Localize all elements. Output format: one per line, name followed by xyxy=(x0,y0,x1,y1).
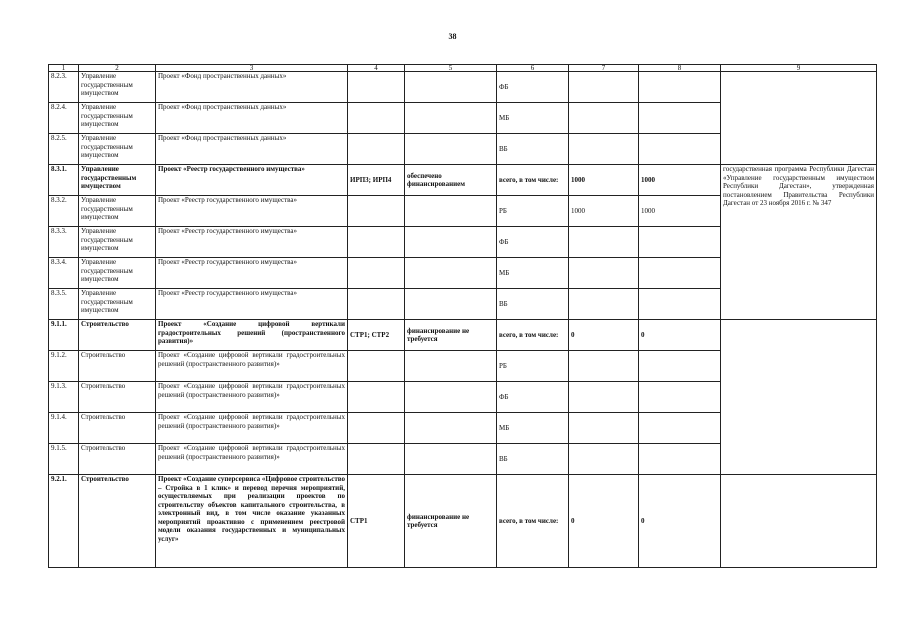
row-value-col7 xyxy=(569,413,639,444)
row-status xyxy=(405,413,497,444)
row-source: РБ xyxy=(497,196,569,227)
row-value-col7 xyxy=(569,134,639,165)
row-project: Проект «Создание цифровой вертикали градостроительных решений (пространственного развития)» xyxy=(156,351,348,382)
row-sector: Управление государственным имуществом xyxy=(79,72,156,103)
row-number: 8.3.4. xyxy=(49,258,79,289)
header-row xyxy=(49,65,877,72)
row-sector: Управление государственным имуществом xyxy=(79,103,156,134)
row-number: 9.2.1. xyxy=(49,475,79,568)
row-code: ИРП3; ИРП4 xyxy=(348,165,405,196)
row-status xyxy=(405,258,497,289)
row-code xyxy=(348,413,405,444)
row-value-col7 xyxy=(569,103,639,134)
header-cell: 5 xyxy=(405,65,497,72)
row-value-col8 xyxy=(639,289,721,320)
row-number: 8.2.3. xyxy=(49,72,79,103)
row-number: 9.1.3. xyxy=(49,382,79,413)
row-project: Проект «Создание цифровой вертикали градостроительных решений (пространственного развития)» xyxy=(156,382,348,413)
row-sector: Управление государственным имуществом xyxy=(79,289,156,320)
row-status xyxy=(405,72,497,103)
header-cell: 4 xyxy=(348,65,405,72)
row-project: Проект «Фонд пространственных данных» xyxy=(156,103,348,134)
row-sector: Строительство xyxy=(79,351,156,382)
row-status xyxy=(405,134,497,165)
row-source: всего, в том числе: xyxy=(497,475,569,568)
row-code xyxy=(348,227,405,258)
row-value-col8 xyxy=(639,382,721,413)
row-value-col7 xyxy=(569,444,639,475)
row-value-col8 xyxy=(639,227,721,258)
row-sector: Управление государственным имуществом xyxy=(79,258,156,289)
row-source: МБ xyxy=(497,258,569,289)
row-project: Проект «Реестр государственного имущества» xyxy=(156,227,348,258)
row-source: ВБ xyxy=(497,444,569,475)
row-source: всего, в том числе: xyxy=(497,320,569,351)
row-sector: Управление государственным имуществом xyxy=(79,165,156,196)
row-source: МБ xyxy=(497,413,569,444)
row-number: 9.1.2. xyxy=(49,351,79,382)
row-sector: Управление государственным имуществом xyxy=(79,227,156,258)
header-cell: 3 xyxy=(156,65,348,72)
row-code xyxy=(348,72,405,103)
row-sector: Строительство xyxy=(79,444,156,475)
basis-empty xyxy=(721,475,877,568)
row-source: МБ xyxy=(497,103,569,134)
row-value-col7: 1000 xyxy=(569,165,639,196)
row-project: Проект «Реестр государственного имущества» xyxy=(156,289,348,320)
row-value-col8: 0 xyxy=(639,475,721,568)
basis-empty xyxy=(721,320,877,475)
row-project: Проект «Создание суперсервиса «Цифровое строительство – Стройка в 1 клик» и перевод перечня мероприятий, осуществляемых при реализации проектов по строительству объектов капитального строительства, в электронный вид, в том числе оказание указанных мероприятий проактивно с применением реестровой модели оказания государственных и муниципальных услуг» xyxy=(156,475,348,568)
row-source: ФБ xyxy=(497,382,569,413)
basis-empty xyxy=(721,72,877,165)
row-value-col7 xyxy=(569,227,639,258)
row-value-col7 xyxy=(569,258,639,289)
row-code xyxy=(348,196,405,227)
row-value-col7: 0 xyxy=(569,320,639,351)
row-value-col7: 1000 xyxy=(569,196,639,227)
row-sector: Строительство xyxy=(79,382,156,413)
row-code: СТР1 xyxy=(348,475,405,568)
basis-note: государственная программа Республики Дагестан «Управление государственным имуществом Республики Дагестан», утвержденная постановлением Правительства Республики Дагестан от 23 ноября 2016 г. № 347 xyxy=(721,165,877,320)
row-value-col8 xyxy=(639,103,721,134)
row-status xyxy=(405,351,497,382)
row-value-col8 xyxy=(639,444,721,475)
row-status xyxy=(405,444,497,475)
row-value-col8 xyxy=(639,258,721,289)
header-cell: 1 xyxy=(49,65,79,72)
row-project: Проект «Создание цифровой вертикали градостроительных решений (пространственного развития)» xyxy=(156,413,348,444)
row-code xyxy=(348,258,405,289)
table-row xyxy=(49,72,877,103)
row-sector: Строительство xyxy=(79,413,156,444)
row-number: 9.1.1. xyxy=(49,320,79,351)
row-status: обеспечено финансированием xyxy=(405,165,497,196)
row-number: 8.2.4. xyxy=(49,103,79,134)
row-project: Проект «Реестр государственного имущества» xyxy=(156,258,348,289)
row-project: Проект «Фонд пространственных данных» xyxy=(156,134,348,165)
row-status xyxy=(405,382,497,413)
header-cell: 7 xyxy=(569,65,639,72)
row-value-col8 xyxy=(639,72,721,103)
row-project: Проект «Фонд пространственных данных» xyxy=(156,72,348,103)
row-status xyxy=(405,227,497,258)
program-table xyxy=(48,64,877,568)
row-value-col8 xyxy=(639,413,721,444)
row-status xyxy=(405,196,497,227)
row-number: 9.1.4. xyxy=(49,413,79,444)
row-sector: Управление государственным имуществом xyxy=(79,196,156,227)
row-project: Проект «Реестр государственного имущества» xyxy=(156,165,348,196)
row-project: Проект «Создание цифровой вертикали градостроительных решений (пространственного развития)» xyxy=(156,320,348,351)
row-code: СТР1; СТР2 xyxy=(348,320,405,351)
table-row xyxy=(49,320,877,351)
row-status xyxy=(405,103,497,134)
row-code xyxy=(348,351,405,382)
row-code xyxy=(348,134,405,165)
row-value-col7 xyxy=(569,351,639,382)
row-value-col8: 1000 xyxy=(639,196,721,227)
row-code xyxy=(348,289,405,320)
header-cell: 6 xyxy=(497,65,569,72)
row-sector: Управление государственным имуществом xyxy=(79,134,156,165)
header-cell: 2 xyxy=(79,65,156,72)
row-source: ФБ xyxy=(497,227,569,258)
row-value-col7 xyxy=(569,72,639,103)
row-number: 9.1.5. xyxy=(49,444,79,475)
row-source: ФБ xyxy=(497,72,569,103)
row-sector: Строительство xyxy=(79,475,156,568)
row-source: РБ xyxy=(497,351,569,382)
row-project: Проект «Создание цифровой вертикали градостроительных решений (пространственного развития)» xyxy=(156,444,348,475)
row-status: финансирование не требуется xyxy=(405,475,497,568)
header-cell: 8 xyxy=(639,65,721,72)
table-row xyxy=(49,475,877,568)
header-cell: 9 xyxy=(721,65,877,72)
row-project: Проект «Реестр государственного имущества» xyxy=(156,196,348,227)
row-value-col8 xyxy=(639,351,721,382)
row-value-col8: 1000 xyxy=(639,165,721,196)
row-number: 8.3.1. xyxy=(49,165,79,196)
row-code xyxy=(348,103,405,134)
row-value-col7 xyxy=(569,382,639,413)
row-code xyxy=(348,444,405,475)
row-source: ВБ xyxy=(497,134,569,165)
row-number: 8.3.3. xyxy=(49,227,79,258)
page-number: 38 xyxy=(448,32,457,41)
row-source: ВБ xyxy=(497,289,569,320)
row-status: финансирование не требуется xyxy=(405,320,497,351)
row-sector: Строительство xyxy=(79,320,156,351)
row-number: 8.3.5. xyxy=(49,289,79,320)
row-status xyxy=(405,289,497,320)
row-source: всего, в том числе: xyxy=(497,165,569,196)
row-value-col8: 0 xyxy=(639,320,721,351)
row-number: 8.3.2. xyxy=(49,196,79,227)
row-value-col8 xyxy=(639,134,721,165)
row-number: 8.2.5. xyxy=(49,134,79,165)
row-value-col7 xyxy=(569,289,639,320)
row-code xyxy=(348,382,405,413)
row-value-col7: 0 xyxy=(569,475,639,568)
table-row xyxy=(49,165,877,196)
